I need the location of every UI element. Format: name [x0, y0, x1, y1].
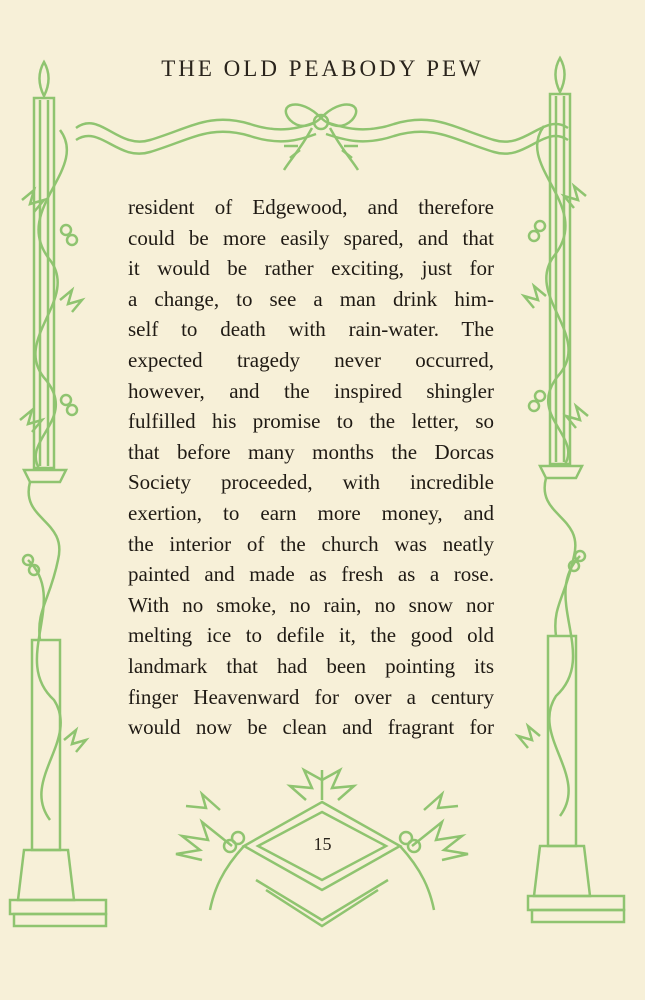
- text-line: the interior of the church was neatly: [128, 531, 494, 556]
- text-line: fulfilled his promise to the letter, so: [128, 409, 494, 434]
- right-candlestick-ornament: [518, 58, 624, 922]
- text-line: Society proceeded, with incredible: [128, 470, 494, 495]
- text-line: a change, to see a man drink him-: [128, 286, 494, 311]
- text-line: melting ice to defile it, the good old: [128, 623, 494, 648]
- text-line: would now be clean and fragrant for: [128, 715, 494, 740]
- text-line: however, and the inspired shingler: [128, 378, 494, 403]
- text-line: that before many months the Dorcas: [128, 439, 494, 464]
- text-line: landmark that had been pointing its: [128, 653, 494, 678]
- text-line: it would be rather exciting, just for: [128, 256, 494, 281]
- text-line: painted and made as fresh as a rose.: [128, 562, 494, 587]
- top-ribbon-bow-ornament: [76, 105, 568, 170]
- page-number: 15: [313, 834, 332, 854]
- text-line: finger Heavenward for over a century: [128, 684, 494, 709]
- text-line: self to death with rain-water. The: [128, 317, 494, 342]
- text-line: resident of Edgewood, and therefore: [128, 195, 494, 219]
- text-line: expected tragedy never occurred,: [128, 347, 494, 372]
- running-title: THE OLD PEABODY PEW: [161, 56, 484, 81]
- text-line: With no smoke, no rain, no snow nor: [128, 592, 494, 617]
- body-text: [128, 192, 494, 743]
- left-candlestick-ornament: [10, 62, 106, 926]
- text-line: exertion, to earn more money, and: [128, 500, 494, 525]
- text-line: could be more easily spared, and that: [128, 225, 494, 250]
